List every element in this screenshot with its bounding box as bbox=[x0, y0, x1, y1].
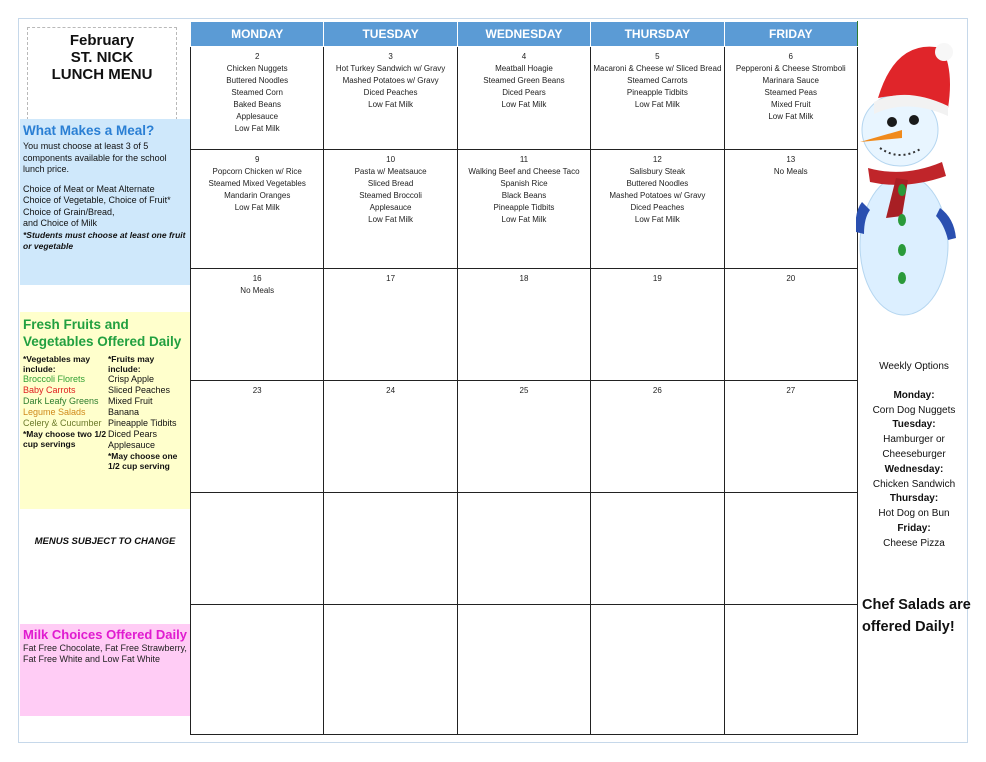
fruit-header: *Fruits may include: bbox=[107, 354, 155, 374]
snowman-button bbox=[898, 184, 906, 196]
day-header-wednesday: WEDNESDAY bbox=[457, 22, 590, 47]
week-row bbox=[191, 381, 858, 493]
day-cell bbox=[591, 47, 724, 150]
menu-item: Chicken Nuggets bbox=[226, 64, 288, 73]
veg-item: Broccoli Florets bbox=[23, 374, 86, 384]
day-header-row bbox=[191, 22, 858, 47]
day-cell bbox=[191, 605, 324, 735]
milk-choices-box bbox=[20, 624, 190, 716]
menu-item: Steamed Corn bbox=[231, 88, 283, 97]
chef-salads-note: Chef Salads are offered Daily! bbox=[862, 597, 971, 635]
day-cell bbox=[591, 605, 724, 735]
weekly-option-item: Chicken Sandwich bbox=[872, 478, 956, 490]
menu-item: Diced Peaches bbox=[363, 88, 418, 97]
day-cell bbox=[724, 605, 857, 735]
menu-item: Buttered Noodles bbox=[226, 76, 289, 85]
menu-item: Marinara Sauce bbox=[762, 76, 820, 85]
what-makes-a-meal-box bbox=[20, 119, 190, 285]
day-cell bbox=[457, 47, 590, 150]
menus-subject-to-change: MENUS SUBJECT TO CHANGE bbox=[34, 536, 176, 547]
veg-item: Celery & Cucumber bbox=[23, 418, 102, 428]
fruit-item: Applesauce bbox=[107, 440, 156, 450]
day-cell bbox=[324, 150, 457, 269]
day-cell bbox=[591, 269, 724, 381]
meal-line-2: Choice of Vegetable, Choice of Fruit* bbox=[23, 195, 171, 205]
menu-item: Diced Pears bbox=[502, 88, 546, 97]
day-header-tuesday: TUESDAY bbox=[324, 22, 457, 47]
day-number: 17 bbox=[386, 274, 396, 283]
veg-item: Dark Leafy Greens bbox=[23, 396, 99, 406]
menu-item: Macaroni & Cheese w/ Sliced Bread bbox=[593, 64, 722, 73]
snowman-button bbox=[898, 214, 906, 226]
menu-item: Buttered Noodles bbox=[626, 179, 689, 188]
menu-item: Hot Turkey Sandwich w/ Gravy bbox=[335, 64, 446, 73]
menu-item: Meatball Hoagie bbox=[495, 64, 553, 73]
week-row bbox=[191, 269, 858, 381]
snowman-eye bbox=[887, 117, 897, 127]
fresh-heading: Fresh Fruits and Vegetables Offered Daily bbox=[23, 317, 182, 349]
day-cell bbox=[724, 47, 857, 150]
day-number: 23 bbox=[252, 386, 262, 395]
fruit-item: Sliced Peaches bbox=[107, 385, 171, 395]
menu-item: Applesauce bbox=[369, 203, 412, 212]
day-number: 9 bbox=[254, 155, 260, 164]
menu-item: Sliced Bread bbox=[367, 179, 414, 188]
day-cell bbox=[324, 269, 457, 381]
fruit-item: Crisp Apple bbox=[107, 374, 154, 384]
fruit-item: Diced Pears bbox=[107, 429, 157, 439]
day-cell bbox=[457, 269, 590, 381]
day-cell bbox=[324, 493, 457, 605]
weekly-option-item: Cheeseburger bbox=[882, 448, 946, 460]
menu-item: Applesauce bbox=[236, 112, 279, 121]
veg-item: Baby Carrots bbox=[23, 385, 76, 395]
day-number: 19 bbox=[652, 274, 662, 283]
day-cell bbox=[191, 269, 324, 381]
menu-item: Spanish Rice bbox=[500, 179, 548, 188]
snowman-illustration bbox=[856, 30, 964, 320]
day-cell bbox=[591, 150, 724, 269]
menu-item: Mashed Potatoes w/ Gravy bbox=[609, 191, 706, 200]
menu-title-box bbox=[27, 27, 177, 125]
day-cell bbox=[457, 150, 590, 269]
fruits-column bbox=[108, 354, 187, 471]
veg-header: *Vegetables may include: bbox=[23, 354, 91, 374]
day-cell bbox=[191, 47, 324, 150]
day-header-thursday: THURSDAY bbox=[591, 22, 724, 47]
day-number: 20 bbox=[786, 274, 796, 283]
weekly-option-day: Tuesday: bbox=[892, 419, 936, 431]
day-cell bbox=[191, 150, 324, 269]
lunch-calendar bbox=[190, 21, 858, 735]
fruit-item: Banana bbox=[107, 407, 139, 417]
menu-item: No Meals bbox=[240, 286, 275, 295]
week-row bbox=[191, 150, 858, 269]
menu-item: Diced Peaches bbox=[630, 203, 685, 212]
day-header-monday: MONDAY bbox=[191, 22, 324, 47]
veg-note: *May choose two 1/2 cup servings bbox=[23, 429, 107, 449]
menu-item: Pineapple Tidbits bbox=[493, 203, 555, 212]
day-cell bbox=[324, 47, 457, 150]
snowman-button bbox=[898, 244, 906, 256]
snowman-button bbox=[898, 272, 906, 284]
title-menu: LUNCH MENU bbox=[51, 66, 153, 83]
day-number: 5 bbox=[655, 52, 660, 61]
menu-item: Mandarin Oranges bbox=[224, 191, 291, 200]
fresh-fruits-vegetables-box bbox=[20, 312, 190, 509]
day-cell bbox=[457, 493, 590, 605]
week-row bbox=[191, 47, 858, 150]
day-number: 4 bbox=[521, 52, 527, 61]
week-row bbox=[191, 493, 858, 605]
menu-item: Pineapple Tidbits bbox=[626, 88, 688, 97]
weekly-option-day: Thursday: bbox=[889, 493, 939, 505]
menu-item: Salisbury Steak bbox=[629, 167, 686, 176]
meal-line-4: and Choice of Milk bbox=[23, 218, 98, 228]
menu-item: Pasta w/ Meatsauce bbox=[354, 167, 427, 176]
menu-item: Walking Beef and Cheese Taco bbox=[468, 167, 580, 176]
menu-item: No Meals bbox=[773, 167, 808, 176]
menu-item: Low Fat Milk bbox=[501, 100, 547, 109]
menu-item: Popcorn Chicken w/ Rice bbox=[212, 167, 302, 176]
meal-note: *Students must choose at least one fruit or vegetable bbox=[23, 229, 186, 251]
weekly-option-item: Cheese Pizza bbox=[883, 537, 945, 549]
weekly-options-list bbox=[858, 389, 970, 552]
day-number: 16 bbox=[252, 274, 262, 283]
day-cell bbox=[591, 381, 724, 493]
day-cell bbox=[724, 150, 857, 269]
menu-item: Steamed Carrots bbox=[627, 76, 688, 85]
menu-item: Mixed Fruit bbox=[771, 100, 811, 109]
menu-item: Baked Beans bbox=[233, 100, 281, 109]
weekly-option-item: Hot Dog on Bun bbox=[878, 508, 950, 520]
day-cell bbox=[191, 381, 324, 493]
day-cell bbox=[724, 381, 857, 493]
title-month: February bbox=[69, 32, 135, 49]
menu-item: Low Fat Milk bbox=[634, 100, 680, 109]
menu-item: Low Fat Milk bbox=[634, 215, 680, 224]
day-number: 2 bbox=[254, 52, 260, 61]
day-number: 25 bbox=[519, 386, 529, 395]
day-number: 26 bbox=[652, 386, 662, 395]
day-number: 13 bbox=[786, 155, 796, 164]
fruit-item: Pineapple Tidbits bbox=[107, 418, 177, 428]
menu-item: Mashed Potatoes w/ Gravy bbox=[342, 76, 439, 85]
menu-item: Low Fat Milk bbox=[768, 112, 814, 121]
day-number: 11 bbox=[519, 155, 529, 164]
menu-item: Pepperoni & Cheese Stromboli bbox=[735, 64, 846, 73]
day-cell bbox=[324, 605, 457, 735]
hat-pompom bbox=[935, 43, 953, 61]
weekly-option-day: Wednesday: bbox=[884, 463, 944, 475]
menu-item: Low Fat Milk bbox=[234, 124, 280, 133]
menu-item: Low Fat Milk bbox=[501, 215, 547, 224]
veg-item: Legume Salads bbox=[23, 407, 86, 417]
day-number: 27 bbox=[786, 386, 796, 395]
weekly-option-item: Corn Dog Nuggets bbox=[872, 404, 956, 416]
milk-text: Fat Free Chocolate, Fat Free Strawberry, Fat Free White and Low Fat White bbox=[23, 643, 187, 664]
day-number: 12 bbox=[652, 155, 662, 164]
menu-item: Low Fat Milk bbox=[368, 215, 414, 224]
day-cell bbox=[457, 605, 590, 735]
day-header-friday: FRIDAY bbox=[724, 22, 857, 47]
vegetables-column bbox=[23, 354, 108, 471]
menu-item: Steamed Green Beans bbox=[483, 76, 565, 85]
day-cell bbox=[724, 269, 857, 381]
day-number: 3 bbox=[388, 52, 393, 61]
title-school: ST. NICK bbox=[70, 49, 134, 66]
menu-item: Black Beans bbox=[501, 191, 547, 200]
menu-item: Low Fat Milk bbox=[234, 203, 280, 212]
weekly-option-day: Friday: bbox=[897, 522, 931, 534]
fruit-item: Mixed Fruit bbox=[107, 396, 153, 406]
weekly-option-item: Hamburger or bbox=[883, 434, 945, 446]
meal-intro: You must choose at least 3 of 5 components available for the school lunch price. bbox=[23, 141, 167, 174]
day-cell bbox=[324, 381, 457, 493]
day-number: 6 bbox=[788, 52, 793, 61]
menu-item: Steamed Peas bbox=[764, 88, 818, 97]
day-cell bbox=[191, 493, 324, 605]
menu-item: Steamed Mixed Vegetables bbox=[208, 179, 306, 188]
day-number: 24 bbox=[386, 386, 396, 395]
weekly-options-title: Weekly Options bbox=[879, 361, 949, 372]
menu-item: Low Fat Milk bbox=[368, 100, 414, 109]
week-row bbox=[191, 605, 858, 735]
meal-line-1: Choice of Meat or Meat Alternate bbox=[23, 183, 155, 194]
meal-line-3: Choice of Grain/Bread, bbox=[23, 206, 115, 217]
day-cell bbox=[591, 493, 724, 605]
fruit-note: *May choose one 1/2 cup serving bbox=[107, 451, 178, 471]
day-cell bbox=[457, 381, 590, 493]
day-cell bbox=[724, 493, 857, 605]
day-number: 18 bbox=[519, 274, 529, 283]
milk-heading: Milk Choices Offered Daily bbox=[23, 627, 187, 642]
meal-heading: What Makes a Meal? bbox=[23, 123, 155, 138]
calendar-body bbox=[191, 47, 858, 735]
day-number: 10 bbox=[386, 155, 396, 164]
weekly-option-day: Monday: bbox=[893, 389, 935, 401]
menu-item: Steamed Broccoli bbox=[359, 191, 422, 200]
snowman-eye bbox=[909, 115, 919, 125]
weekly-options bbox=[858, 360, 970, 552]
